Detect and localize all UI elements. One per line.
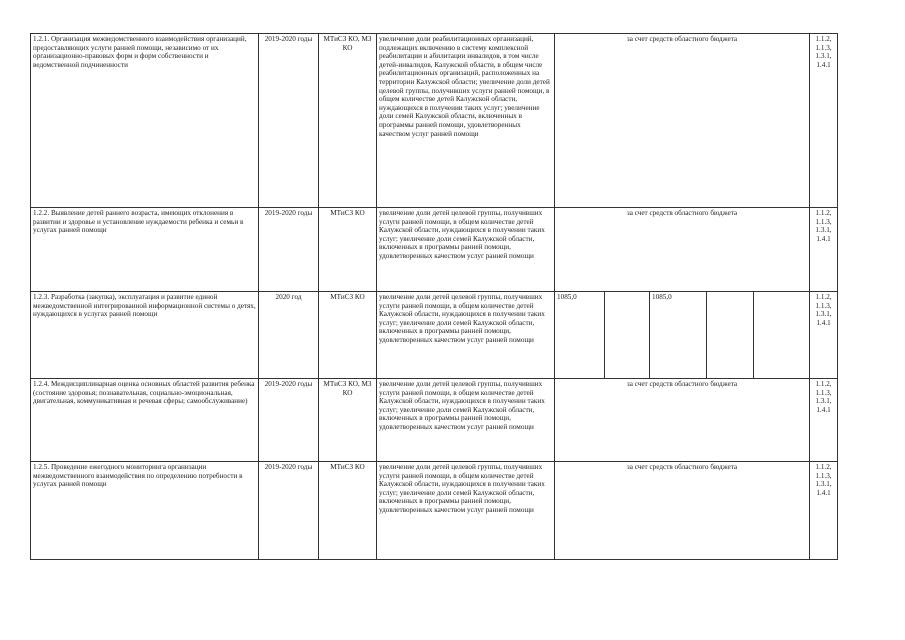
activities-table bbox=[30, 33, 838, 560]
table-row bbox=[31, 379, 838, 462]
result-cell: увеличение доли детей целевой группы, получивших услуги ранней помощи, в общем количестве детей Калужской области, нуждающихся в получении таких услуг; увеличение доли семей Калужской области, включенных в программы ранней помощи, удовлетворенных качеством услуг ранней помощи bbox=[377, 379, 555, 462]
result-cell: увеличение доли детей целевой группы, получивших услуги ранней помощи, в общем количестве детей Калужской области, нуждающихся в получении таких услуг; увеличение доли семей Калужской области, включенных в программы ранней помощи, удовлетворенных качеством услуг ранней помощи bbox=[377, 292, 555, 379]
executor-cell: МТиСЗ КО bbox=[319, 208, 377, 292]
period-cell: 2019-2020 годы bbox=[259, 208, 319, 292]
regional-amount-cell: 1085,0 bbox=[650, 292, 707, 379]
period-cell: 2019-2020 годы bbox=[259, 34, 319, 208]
local-amount-cell bbox=[707, 292, 754, 379]
table-row bbox=[31, 292, 838, 379]
result-cell: увеличение доли реабилитационных организаций, подлежащих включению в систему комплексной реабилитации и абилитации инвалидов, в том числе детей-инвалидов, Калужской области, в общем числе реабилитационных организаций, расположенных на территории Калужской области; увеличение доли детей целевой группы, получивших услуги ранней помощи, в общем количестве детей Калужской области, нуждающихся в получении таких услуг; увеличение доли семей Калужской области, включенных в программы ранней помощи, удовлетворенных качеством услуг ранней помощи bbox=[377, 34, 555, 208]
activity-cell: 1.2.1. Организация межведомственного взаимодействия организаций, предоставляющих услуги ранней помощи, независимо от их организационно-правовых форм и форм собственности и ведомственной подчиненности bbox=[31, 34, 259, 208]
activity-cell: 1.2.2. Выявление детей раннего возраста, имеющих отклонения в развитии и здоровье и установление нуждаемости ребенка и семьи в услугах ранней помощи bbox=[31, 208, 259, 292]
indicators-cell: 1.1.2, 1.1.3, 1.3.1, 1.4.1 bbox=[810, 292, 838, 379]
result-cell: увеличение доли детей целевой группы, получивших услуги ранней помощи, в общем количестве детей Калужской области, нуждающихся в получении таких услуг; увеличение доли семей Калужской области, включенных в программы ранней помощи, удовлетворенных качеством услуг ранней помощи bbox=[377, 462, 555, 560]
executor-cell: МТиСЗ КО, МЗ КО bbox=[319, 379, 377, 462]
period-cell: 2019-2020 годы bbox=[259, 462, 319, 560]
funding-cell: за счет средств областного бюджета bbox=[555, 34, 810, 208]
indicators-cell: 1.1.2, 1.1.3, 1.3.1, 1.4.1 bbox=[810, 208, 838, 292]
period-cell: 2020 год bbox=[259, 292, 319, 379]
indicators-cell: 1.1.2, 1.1.3, 1.3.1, 1.4.1 bbox=[810, 462, 838, 560]
other-amount-cell bbox=[754, 292, 810, 379]
federal-amount-cell bbox=[605, 292, 650, 379]
table-row bbox=[31, 462, 838, 560]
indicators-cell: 1.1.2, 1.1.3, 1.3.1, 1.4.1 bbox=[810, 379, 838, 462]
indicators-cell: 1.1.2, 1.1.3, 1.3.1, 1.4.1 bbox=[810, 34, 838, 208]
activity-cell: 1.2.5. Проведение ежегодного мониторинга организации межведомственного взаимодействия по определению потребности в услугах ранней помощи bbox=[31, 462, 259, 560]
activity-cell: 1.2.4. Междисциплинарная оценка основных областей развития ребенка (состояние здоровья; познавательная, социально-эмоциональная, двигательная, коммуникативная и речевая сферы; самообслуживание) bbox=[31, 379, 259, 462]
table-row bbox=[31, 34, 838, 208]
result-cell: увеличение доли детей целевой группы, получивших услуги ранней помощи, в общем количестве детей Калужской области, нуждающихся в получении таких услуг; увеличение доли семей Калужской области, включенных в программы ранней помощи, удовлетворенных качеством услуг ранней помощи bbox=[377, 208, 555, 292]
executor-cell: МТиСЗ КО bbox=[319, 462, 377, 560]
total-amount-cell: 1085,0 bbox=[555, 292, 605, 379]
executor-cell: МТиСЗ КО bbox=[319, 292, 377, 379]
table-row bbox=[31, 208, 838, 292]
executor-cell: МТиСЗ КО, МЗ КО bbox=[319, 34, 377, 208]
funding-cell: за счет средств областного бюджета bbox=[555, 462, 810, 560]
period-cell: 2019-2020 годы bbox=[259, 379, 319, 462]
funding-cell: за счет средств областного бюджета bbox=[555, 208, 810, 292]
activity-cell: 1.2.3. Разработка (закупка), эксплуатация и развитие единой межведомственной интегрированной информационной системы о детях, нуждающихся в услугах ранней помощи bbox=[31, 292, 259, 379]
funding-cell: за счет средств областного бюджета bbox=[555, 379, 810, 462]
